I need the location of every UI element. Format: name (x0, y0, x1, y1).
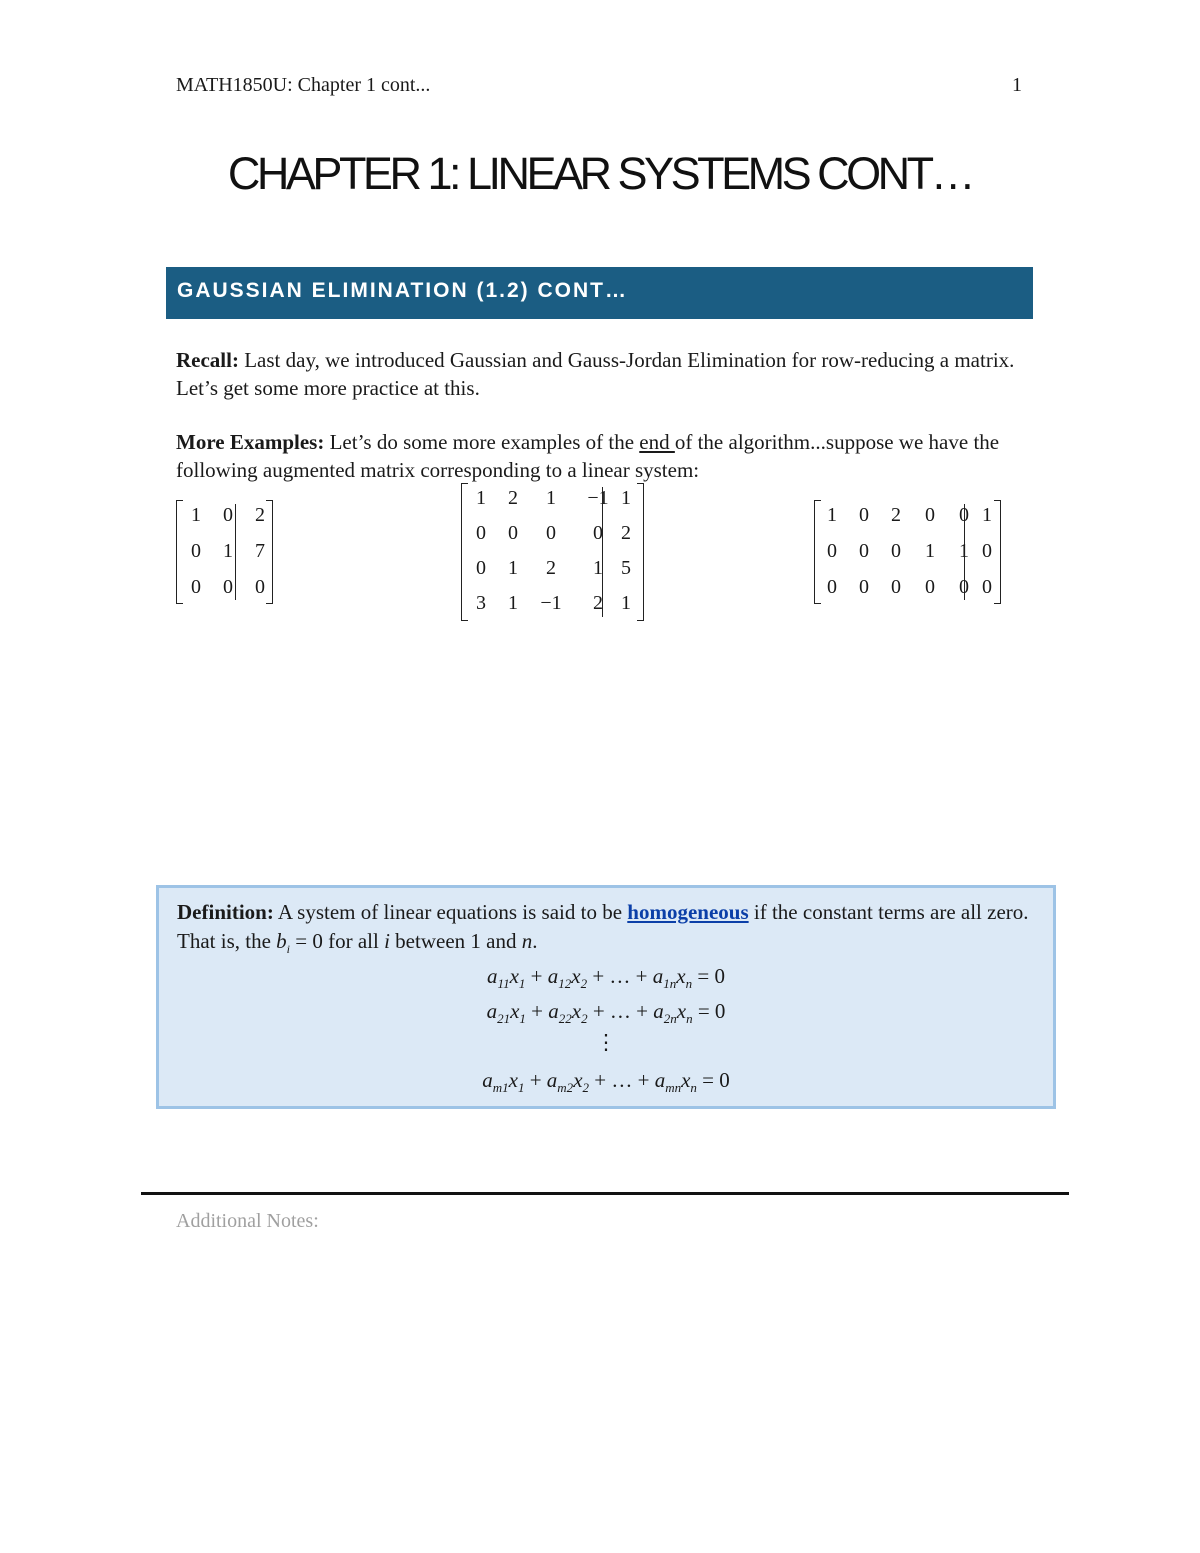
matrix-cell: 3 (476, 592, 486, 614)
matrix-cell: 1 (546, 487, 556, 509)
equation-row-2: $a_{21}x_1 + a_{22}x_2$ + … + $a_{2n}x_n = 0$ (486, 999, 726, 1027)
section-banner-label: GAUSSIAN ELIMINATION (1.2) CONT… (177, 279, 628, 302)
additional-notes-label: Additional Notes: (176, 1210, 319, 1232)
recall-paragraph (176, 346, 1036, 402)
matrix-cell: 0 (593, 522, 603, 544)
matrix-example-3 (814, 500, 1001, 604)
matrix-cell: 2 (593, 592, 603, 614)
matrix-cell: 1 (593, 557, 603, 579)
matrix-example-1 (176, 500, 273, 604)
matrix-cell: 0 (925, 504, 935, 526)
matrix-cell: 0 (223, 576, 233, 598)
recall-text: Last day, we introduced Gaussian and Gauss-Jordan Elimination for row-reducing a matrix. Let’s get some more practice at this. (176, 348, 1015, 400)
matrix-cell: 0 (827, 576, 837, 598)
for-all-text: for all (322, 929, 385, 953)
equation-row-1: $a_{11}x_1 + a_{12}x_2$ + … + $a_{1n}x_n = 0$ (487, 964, 725, 992)
underlined-end: end (639, 430, 675, 454)
more-examples-label: More Examples: (176, 430, 325, 454)
matrix-cell: 0 (959, 504, 969, 526)
matrix-cell: 0 (476, 522, 486, 544)
i-var: i (384, 929, 390, 953)
period: . (532, 929, 538, 953)
matrix-cell: 1 (621, 487, 631, 509)
matrix-cell: 0 (925, 576, 935, 598)
recall-label: Recall: (176, 348, 239, 372)
matrix-cell: 1 (959, 540, 969, 562)
matrix-cell: 0 (982, 576, 992, 598)
chapter-title: CHAPTER 1: LINEAR SYSTEMS CONT… (227, 148, 973, 199)
matrix-cell: −1 (587, 487, 609, 509)
definition-box (156, 885, 1056, 1109)
running-header-course: MATH1850U: Chapter 1 cont... (176, 74, 431, 96)
matrix-cell: 0 (255, 576, 265, 598)
matrix-cell: 1 (476, 487, 486, 509)
matrix-cell: 7 (255, 540, 265, 562)
matrix-cell: 0 (546, 522, 556, 544)
matrix-cell: 0 (476, 557, 486, 579)
matrix-cell: 0 (191, 576, 201, 598)
matrix-cell: 0 (891, 576, 901, 598)
matrix-cell: −1 (540, 592, 562, 614)
eq-zero: = 0 (290, 929, 323, 953)
matrix-cell: 0 (959, 576, 969, 598)
matrix-cell: 1 (191, 504, 201, 526)
more-examples-text-cont: of the algorithm...suppose we have the following augmented matrix corresponding to a linear system: (176, 430, 1000, 482)
matrix-cell: 0 (859, 504, 869, 526)
more-examples-text: Let’s do some more examples of the (324, 430, 640, 454)
matrix-cell: 0 (827, 540, 837, 562)
matrix-cell: 1 (621, 592, 631, 614)
matrix-cell: 1 (925, 540, 935, 562)
matrix-cell: 1 (827, 504, 837, 526)
matrix-cell: 0 (891, 540, 901, 562)
equation-vdots: ⋮ (595, 1030, 617, 1054)
matrix-cell: 0 (191, 540, 201, 562)
matrix-cell: 1 (223, 540, 233, 562)
definition-text (177, 898, 1037, 964)
matrix-cell: 0 (982, 540, 992, 562)
matrix-cell: 2 (508, 487, 518, 509)
n-var: n (521, 929, 533, 953)
definition-text-mid: if the constant terms are all zero. That is, the (177, 900, 1029, 953)
equation-row-m: $a_{m1}x_1 + a_{m2}x_2$ + … + $a_{mn}x_n = 0$ (482, 1068, 730, 1096)
matrix-cell: 0 (859, 576, 869, 598)
matrix-cell: 1 (508, 557, 518, 579)
matrix-cell: 1 (508, 592, 518, 614)
notes-divider (141, 1192, 1069, 1195)
between-text: between 1 and (389, 929, 522, 953)
matrix-cell: 1 (982, 504, 992, 526)
matrix-cell: 2 (621, 522, 631, 544)
b-i-var: b (276, 929, 287, 953)
page-number: 1 (1012, 74, 1022, 96)
section-banner (166, 267, 1033, 319)
matrix-cell: 5 (621, 557, 631, 579)
more-examples-paragraph (176, 428, 1036, 484)
matrix-cell: 2 (255, 504, 265, 526)
matrix-example-2 (461, 483, 644, 621)
matrix-cell: 2 (891, 504, 901, 526)
definition-label: Definition: (177, 900, 274, 924)
matrix-cell: 0 (223, 504, 233, 526)
definition-text-start: A system of linear equations is said to be (273, 900, 628, 924)
matrix-cell: 2 (546, 557, 556, 579)
homogeneous-term[interactable]: homogeneous (627, 900, 749, 924)
matrix-cell: 0 (859, 540, 869, 562)
matrix-cell: 0 (508, 522, 518, 544)
b-i-sub: i (286, 942, 290, 957)
